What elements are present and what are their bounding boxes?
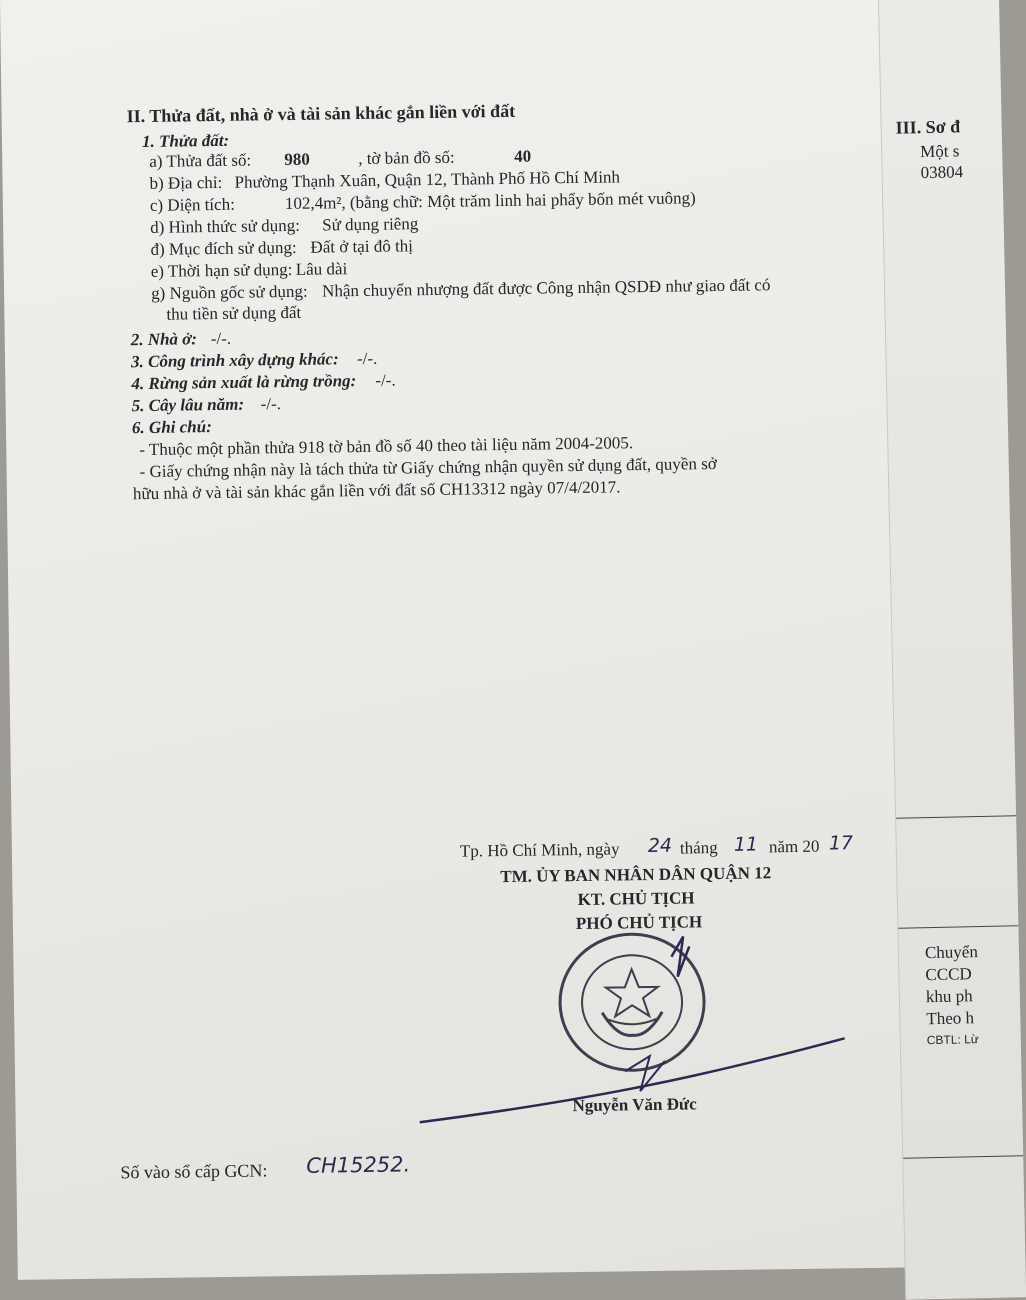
table-rule-mid xyxy=(898,925,1018,929)
area-label: c) Diện tích: xyxy=(149,194,235,215)
item3-value: -/-. xyxy=(356,348,378,369)
area-value: 102,4m², (bằng chữ: Một trăm linh hai phẩy bốn mét vuông) xyxy=(284,188,696,214)
signing-date-prefix: Tp. Hồ Chí Minh, ngày xyxy=(459,839,620,861)
address-value: Phường Thạnh Xuân, Quận 12, Thành Phố Hồ Chí Minh xyxy=(234,167,621,192)
signing-month: 11 xyxy=(733,833,759,856)
signer-name: Nguyễn Văn Đức xyxy=(572,1094,697,1116)
signing-day: 24 xyxy=(647,834,673,858)
address-label: b) Địa chỉ: xyxy=(149,172,223,193)
signing-year-suffix: 17 xyxy=(828,832,854,855)
table-rule-top xyxy=(896,815,1016,819)
usage-purpose-value: Đất ở tại đô thị xyxy=(310,236,414,257)
parcel-number-label: a) Thửa đất số: xyxy=(149,150,252,171)
item3-title: 3. Công trình xây dựng khác: xyxy=(130,349,339,372)
table-cell-row2: CCCD xyxy=(925,964,972,985)
map-sheet-label: , tờ bản đồ số: xyxy=(358,147,455,169)
signer-role-1: KT. CHỦ TỊCH xyxy=(577,888,695,910)
origin-label: g) Nguồn gốc sử dụng: xyxy=(150,281,308,303)
signature-stroke-icon xyxy=(414,1028,855,1134)
usage-purpose-label: đ) Mục đích sử dụng: xyxy=(150,237,297,259)
note-1: - Thuộc một phần thửa 918 tờ bản đồ số 40 theo tài liệu năm 2004-2005. xyxy=(139,433,634,460)
month-label: tháng xyxy=(679,838,718,858)
table-rule-bottom xyxy=(903,1155,1023,1159)
section3-heading: III. Sơ đ xyxy=(895,116,961,138)
section3-line2: 03804 xyxy=(920,162,964,183)
parcel-number-value: 980 xyxy=(284,149,310,170)
item1-title: 1. Thửa đất: xyxy=(141,130,230,152)
signer-role-2: PHÓ CHỦ TỊCH xyxy=(575,912,703,934)
section-heading: II. Thửa đất, nhà ở và tài sản khác gắn liền với đất xyxy=(126,100,516,127)
table-cell-row3: khu ph xyxy=(925,986,973,1007)
registry-number: CH15252. xyxy=(306,1152,411,1178)
origin-value-line2: thu tiền sử dụng đất xyxy=(166,302,302,324)
item2-title: 2. Nhà ở: xyxy=(130,329,198,350)
note-2-line1: - Giấy chứng nhận này là tách thửa từ Giấy chứng nhận quyền sử dụng đất, quyền sở xyxy=(139,454,717,482)
origin-value-line1: Nhận chuyển nhượng đất được Công nhận QSDĐ như giao đất có xyxy=(321,275,771,301)
item5-value: -/-. xyxy=(260,394,282,414)
table-cell-row4: Theo h xyxy=(926,1008,975,1029)
item6-title: 6. Ghi chú: xyxy=(131,417,212,438)
usage-term-label: e) Thời hạn sử dụng: xyxy=(150,259,293,281)
item4-title: 4. Rừng sản xuất là rừng trồng: xyxy=(131,371,357,394)
item2-value: -/-. xyxy=(210,328,232,349)
table-cell-row1: Chuyển xyxy=(924,942,979,963)
note-2-line2: hữu nhà ở và tài sản khác gắn liền với đất số CH13312 ngày 07/4/2017. xyxy=(132,477,621,504)
adjacent-page xyxy=(878,0,1026,1300)
section3-line1: Một s xyxy=(919,141,960,162)
issuing-authority: TM. ỦY BAN NHÂN DÂN QUẬN 12 xyxy=(500,863,772,887)
usage-form-value: Sử dụng riêng xyxy=(322,214,419,235)
item5-title: 5. Cây lâu năm: xyxy=(131,394,245,416)
usage-term-value: Lâu dài xyxy=(295,259,348,279)
table-cell-row5: CBTL: Lừ xyxy=(926,1032,979,1048)
registry-label: Số vào sổ cấp GCN: xyxy=(120,1160,268,1183)
map-sheet-value: 40 xyxy=(514,146,532,166)
item4-value: -/-. xyxy=(375,370,396,390)
year-label: năm 20 xyxy=(768,836,820,857)
usage-form-label: d) Hình thức sử dụng: xyxy=(150,215,301,237)
